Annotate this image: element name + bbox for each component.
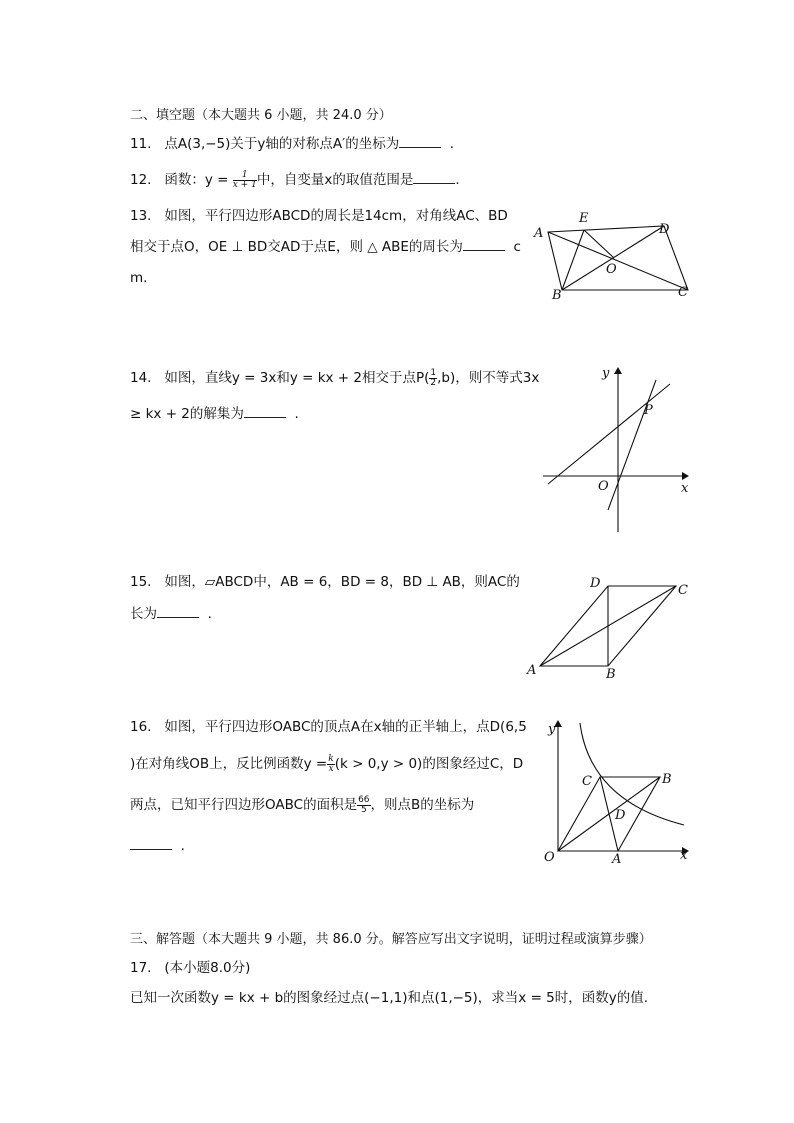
fig16-label-x: x xyxy=(680,848,688,863)
fig13-diagonal-bd xyxy=(562,226,664,290)
question-16-line3 xyxy=(130,795,474,815)
fig13-label-e: E xyxy=(579,211,589,226)
q12-answer-blank[interactable] xyxy=(413,171,455,184)
fig15-label-d: D xyxy=(590,576,601,591)
q12-end: . xyxy=(455,172,460,188)
question-16-line4 xyxy=(130,836,185,856)
fig13-segment-oe xyxy=(584,230,614,258)
fig14-label-y: y xyxy=(602,366,610,381)
fig15-label-b: B xyxy=(606,667,616,680)
q11-answer-blank[interactable] xyxy=(399,135,441,148)
fig13-label-b: B xyxy=(552,288,562,302)
question-15-line1 xyxy=(130,572,520,592)
q14-line1-post: ,b)，则不等式3x xyxy=(437,370,540,386)
q16-area-num: 66 xyxy=(358,794,370,805)
fig16-label-a: A xyxy=(612,852,622,865)
q16-area-fraction xyxy=(357,796,370,815)
figure-16-hyperbola xyxy=(538,715,698,865)
fig14-label-o: O xyxy=(598,479,609,494)
fig16-label-y: y xyxy=(548,722,556,737)
fig15-label-c: C xyxy=(678,583,688,598)
q14-end: . xyxy=(294,406,299,422)
figure-13-parallelogram xyxy=(528,206,698,302)
q12-pre: 函数：y = xyxy=(164,172,229,188)
fig16-label-c: C xyxy=(582,774,592,789)
question-17-text: 已知一次函数y = kx + b的图象经过点(−1,1)和点(1,−5)，求当x = 5时，函数y的值. xyxy=(130,990,649,1006)
q11-text: 点A(3,−5)关于y轴的对称点A′的坐标为 xyxy=(164,136,400,152)
fig16-label-o: O xyxy=(544,850,555,865)
q15-number: 15. xyxy=(130,574,152,590)
question-14-line2 xyxy=(130,404,299,424)
question-16-line2 xyxy=(130,754,523,774)
q12-frac-den: x + 1 xyxy=(232,179,257,190)
q16-line2-pre: )在对角线OB上，反比例函数y = xyxy=(130,756,328,772)
question-15-line2 xyxy=(130,604,212,624)
fig13-label-a: A xyxy=(534,226,544,241)
fig15-label-a: A xyxy=(527,663,537,678)
fig14-line-3x xyxy=(608,380,656,510)
q16-line3-pre: 两点，已知平行四边形OABC的面积是 xyxy=(130,797,358,813)
fig14-label-p: P xyxy=(644,403,653,418)
question-12 xyxy=(130,170,460,190)
q15-answer-blank[interactable] xyxy=(157,605,199,618)
fig13-diagonal-ac xyxy=(548,232,688,290)
q14-line1-pre: 如图，直线y = 3x和y = kx + 2相交于点P( xyxy=(164,370,430,386)
question-14-line1 xyxy=(130,368,539,388)
fig13-label-o: O xyxy=(606,262,617,277)
q14-line2: ≥ kx + 2的解集为 xyxy=(130,406,244,422)
figure-14-lines xyxy=(538,360,698,535)
q13-line2-end: c xyxy=(513,239,521,255)
q16-fraction xyxy=(327,755,334,774)
q11-end: . xyxy=(449,136,455,152)
q17-number: 17. xyxy=(130,960,152,976)
q17-score: (本小题8.0分) xyxy=(164,960,251,976)
q13-line3: m. xyxy=(130,270,148,286)
q13-line1: 如图，平行四边形ABCD的周长是14cm，对角线AC、BD xyxy=(164,208,508,224)
q16-line3-post: ，则点B的坐标为 xyxy=(370,797,475,813)
q14-number: 14. xyxy=(130,370,152,386)
q12-number: 12. xyxy=(130,172,152,188)
figure-15-parallelogram xyxy=(524,572,696,680)
q12-fraction xyxy=(233,171,257,190)
fig16-label-b: B xyxy=(662,772,672,787)
q15-line1: 如图，▱ABCD中，AB = 6，BD = 8，BD ⊥ AB，则AC的 xyxy=(164,574,520,590)
fig13-label-c: C xyxy=(678,285,688,300)
q13-number: 13. xyxy=(130,208,152,224)
q12-post: 中，自变量x的取值范围是 xyxy=(256,172,414,188)
question-13-line1 xyxy=(130,206,508,226)
q12-frac-num: 1 xyxy=(233,171,257,181)
q15-end: . xyxy=(207,606,212,622)
fig14-label-x: x xyxy=(681,481,689,496)
q14-fraction xyxy=(429,369,437,388)
fig14-line-kx2 xyxy=(548,384,670,484)
q14-frac-num: 1 xyxy=(430,367,437,378)
question-17-header xyxy=(130,958,250,978)
q16-area-den: 5 xyxy=(360,804,367,815)
question-11 xyxy=(130,134,454,154)
q13-answer-blank[interactable] xyxy=(463,238,505,251)
fig16-label-d: D xyxy=(615,808,626,823)
q16-end: . xyxy=(180,838,185,854)
q16-line1: 如图，平行四边形OABC的顶点A在x轴的正半轴上，点D(6,5 xyxy=(164,719,527,735)
fig13-label-d: D xyxy=(659,222,670,237)
section-answer-header: 三、解答题（本大题共 9 小题，共 86.0 分。解答应写出文字说明，证明过程或演算步骤） xyxy=(130,932,652,947)
q16-frac-den: x xyxy=(328,763,334,774)
q14-answer-blank[interactable] xyxy=(244,405,286,418)
q16-frac-num: k xyxy=(328,753,334,764)
q16-line2-post: (k > 0,y > 0)的图象经过C，D xyxy=(334,756,524,772)
question-13-line3 xyxy=(130,268,147,288)
q13-line2: 相交于点O，OE ⊥ BD交AD于点E，则 △ ABE的周长为 xyxy=(130,239,463,255)
question-13-line2 xyxy=(130,237,521,257)
q16-number: 16. xyxy=(130,719,152,735)
q11-number: 11. xyxy=(130,136,152,152)
q15-line2: 长为 xyxy=(130,606,157,622)
q14-frac-den: 2 xyxy=(430,377,437,388)
q16-answer-blank[interactable] xyxy=(130,837,172,850)
question-16-line1 xyxy=(130,717,527,737)
section-fill-blank-header: 二、填空题（本大题共 6 小题，共 24.0 分） xyxy=(130,108,392,123)
